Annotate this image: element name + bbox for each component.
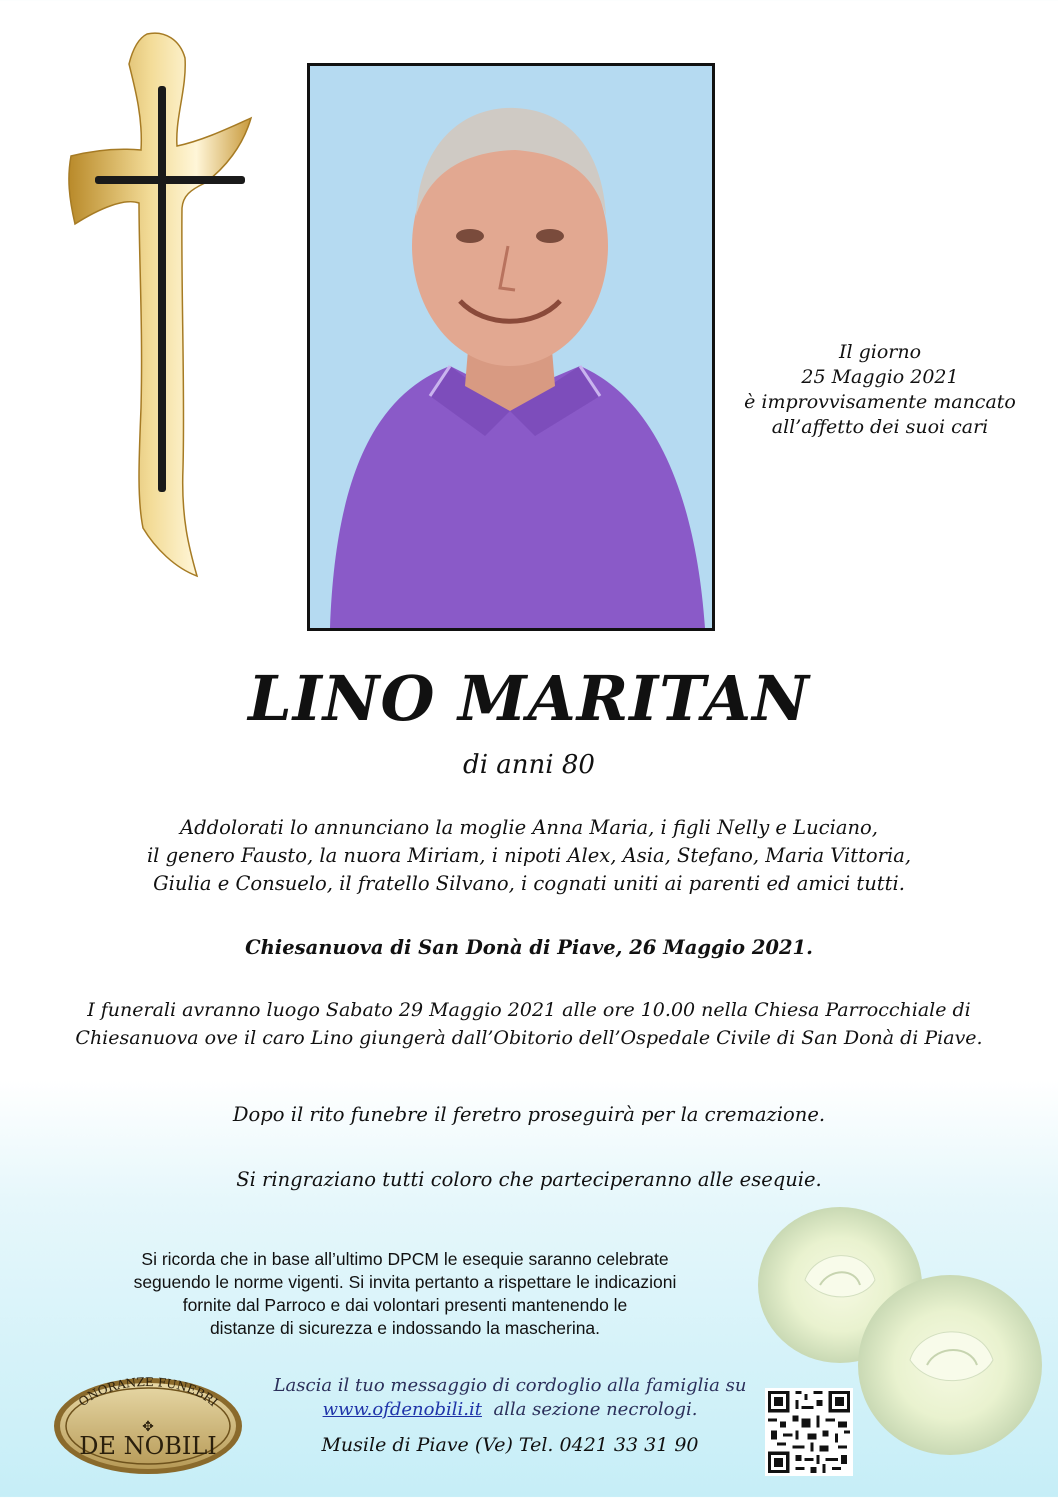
contact-info: Musile di Piave (Ve) Tel. 0421 33 31 90 (321, 1434, 699, 1456)
footer-line: Lascia il tuo messaggio di cordoglio alla famiglia su (273, 1375, 747, 1396)
logo-main-text: DE NOBILI (79, 1432, 217, 1460)
cremation-note: Dopo il rito funebre il feretro proseguirà per la cremazione. (232, 1103, 826, 1126)
side-note-line: Il giorno (838, 341, 922, 363)
announcement-line: il genero Fausto, la nuora Miriam, i nipoti Alex, Asia, Stefano, Maria Vittoria, (146, 844, 912, 867)
portrait-photo (307, 63, 715, 631)
side-note-line: è improvvisamente mancato (744, 391, 1016, 413)
footer-line-2 (250, 1398, 770, 1422)
notice-line: distanze di sicurezza e indossando la mascherina. (209, 1318, 601, 1338)
announcement-line: Addolorati lo annunciano la moglie Anna Maria, i figli Nelly e Luciano, (180, 816, 878, 839)
notice-line: Si ricorda che in base all’ultimo DPCM le esequie saranno celebrate (141, 1249, 669, 1269)
footer-rest: alla sezione necrologi. (493, 1399, 698, 1420)
footer-message (250, 1374, 770, 1422)
deceased-age: di anni 80 (463, 750, 595, 780)
announcement-paragraph (0, 814, 1058, 898)
place-date: Chiesanuova di San Donà di Piave, 26 Maggio 2021. (245, 936, 813, 959)
thanks-note: Si ringraziano tutti coloro che parteciperanno alle esequie. (236, 1168, 822, 1191)
de-nobili-logo (52, 1376, 244, 1476)
svg-text:✥: ✥ (142, 1419, 154, 1435)
funeral-line: I funerali avranno luogo Sabato 29 Maggio 2021 alle ore 10.00 nella Chiesa Parrocchiale di (87, 999, 971, 1021)
side-note-line: all’affetto dei suoi cari (771, 416, 989, 438)
notice-line: seguendo le norme vigenti. Si invita pertanto a rispettare le indicazioni (133, 1272, 677, 1292)
logo-top-text: ONORANZE FUNEBRI (75, 1376, 221, 1410)
funeral-line: Chiesanuova ove il caro Lino giungerà dall’Obitorio dell’Ospedale Civile di San Donà di Piave. (75, 1027, 983, 1049)
notice-line: fornite dal Parroco e dai volontari presenti mantenendo le (182, 1295, 628, 1315)
website-link[interactable]: www.ofdenobili.it (322, 1399, 482, 1420)
cross-icon (55, 28, 255, 580)
funeral-details (0, 996, 1058, 1052)
death-notice-side-text (740, 340, 1020, 440)
deceased-name: LINO MARITAN (248, 662, 810, 735)
dpcm-notice (60, 1248, 750, 1340)
side-note-line: 25 Maggio 2021 (801, 366, 959, 388)
qr-code[interactable] (765, 1388, 853, 1476)
announcement-line: Giulia e Consuelo, il fratello Silvano, i cognati uniti ai parenti ed amici tutti. (153, 872, 905, 895)
